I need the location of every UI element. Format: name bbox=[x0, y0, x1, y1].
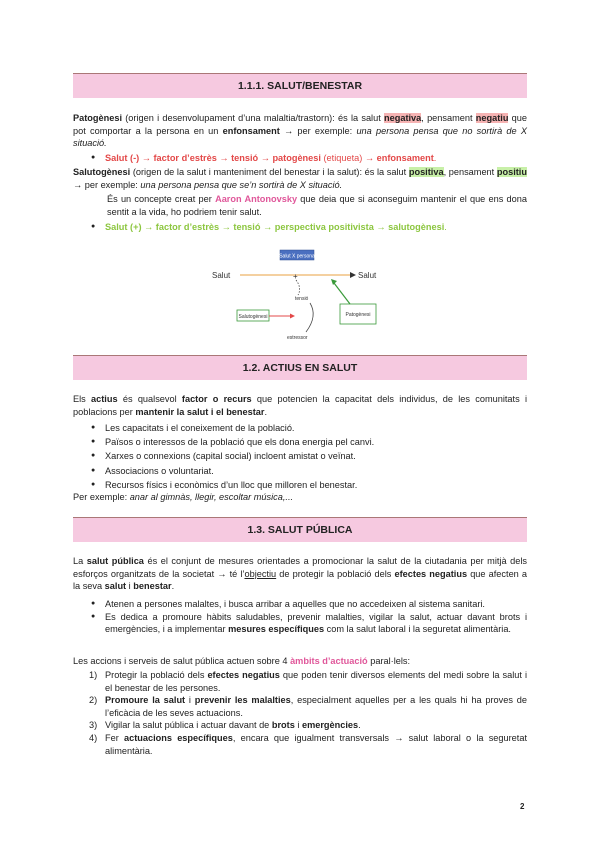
text: anar al gimnàs, llegir, escoltar música,... bbox=[129, 492, 294, 502]
text: , pensament bbox=[443, 167, 497, 177]
text: . bbox=[264, 406, 268, 417]
text: . bbox=[358, 720, 361, 731]
section-heading-salut-publica: 1.3. SALUT PÚBLICA bbox=[73, 517, 527, 542]
text: Per exemple: bbox=[73, 492, 130, 502]
text: salut bbox=[104, 581, 127, 592]
tension-label: tensió bbox=[295, 296, 309, 302]
salutogenesi-bullets bbox=[87, 221, 527, 234]
example: una persona pensa que se’n sortirà de X situació. bbox=[140, 179, 343, 190]
num: 2) bbox=[89, 695, 98, 706]
list-item bbox=[87, 611, 527, 636]
text: Les accions i serveis de salut pública actuen sobre 4 bbox=[73, 656, 291, 666]
patogenesi-bullets bbox=[87, 152, 527, 165]
text: que afecten a la seva bbox=[73, 568, 528, 592]
text: Protegir la població dels bbox=[105, 670, 208, 680]
example: una persona pensa que no sortirà de X situació. bbox=[73, 125, 527, 149]
text: (origen i desenvolupament d’una malaltia/trastorn): és la salut bbox=[122, 113, 384, 123]
text: de protegir la població dels bbox=[276, 568, 395, 579]
text: és qualsevol bbox=[117, 394, 182, 404]
diagram-svg bbox=[210, 248, 390, 343]
list-item: ● Xarxes o connexions (capital social) incloent amistat o veïnat. bbox=[87, 449, 527, 463]
list-item bbox=[87, 732, 527, 757]
text: Vigilar la salut pública i actuar davant de bbox=[105, 720, 272, 731]
text: com la salut laboral i la seguretat alimentària. bbox=[324, 624, 511, 635]
text: factor o recurs bbox=[181, 394, 252, 404]
text: , pensament bbox=[421, 113, 476, 123]
salutogenesi-term: Salutogènesi bbox=[73, 167, 131, 177]
text: → per exemple: bbox=[279, 125, 357, 136]
green-arrow bbox=[334, 283, 350, 304]
highlight-negativa: negativa bbox=[384, 113, 422, 123]
num: 3) bbox=[89, 720, 98, 731]
salut-publica-paragraph bbox=[73, 555, 527, 593]
green-arrow-head bbox=[331, 279, 337, 285]
text: Salut (-) → factor d’estrès → tensió → patogènesi bbox=[105, 153, 324, 163]
text: → enfonsament bbox=[362, 153, 434, 163]
list-item bbox=[87, 152, 527, 165]
text: mesures específiques bbox=[228, 624, 325, 635]
text: actuacions específiques bbox=[124, 732, 233, 743]
text: paral·lels: bbox=[367, 656, 411, 666]
bottom-curve bbox=[306, 303, 313, 332]
text: . bbox=[444, 222, 447, 232]
patogenesi-box-label: Patogènesi bbox=[345, 312, 371, 318]
text: , encara que igualment transversals → salut laboral o la seguretat alimentària. bbox=[105, 732, 528, 756]
ambits-list bbox=[87, 669, 527, 757]
text: (origen de la salut i manteniment del benestar i la salut): és la salut bbox=[130, 167, 409, 177]
actius-list bbox=[87, 421, 527, 492]
text: brots bbox=[271, 720, 295, 731]
text: Promoure la salut bbox=[105, 695, 186, 706]
text: La bbox=[73, 556, 87, 566]
text: → per exemple: bbox=[73, 179, 141, 190]
list-item: ● Associacions o voluntariat. bbox=[87, 464, 527, 478]
list-item: ● Atenen a persones malaltes, i busca arribar a aquelles que no accedeixen al sistema sanitari. bbox=[87, 598, 527, 611]
right-salut-label: Salut bbox=[358, 271, 377, 280]
text: actius bbox=[91, 394, 118, 404]
text: (etiqueta) bbox=[323, 153, 363, 163]
text: És un concepte creat per bbox=[107, 194, 216, 204]
text: efectes negatius bbox=[394, 568, 468, 579]
text: Es dedica a promoure hàbits saludables, prevenir malalties, vigilar la salut, actuar davant brots i emergències, i a implementar bbox=[105, 611, 527, 635]
left-salut-label: Salut bbox=[212, 271, 231, 280]
text: efectes negatius bbox=[207, 670, 280, 680]
text: Salut (+) → factor d’estrès → tensió → perspectiva positivista → salutogènesi bbox=[105, 222, 445, 232]
text: salut pública bbox=[86, 556, 144, 566]
enfonsament: enfonsament bbox=[222, 125, 280, 136]
actius-example bbox=[73, 491, 527, 504]
list-item bbox=[87, 669, 527, 694]
text: emergències bbox=[301, 720, 359, 731]
text: àmbits d’actuació bbox=[290, 656, 368, 666]
list-item bbox=[87, 719, 527, 732]
red-arrow-head bbox=[290, 314, 295, 319]
dashed-curve bbox=[296, 280, 300, 295]
salut-publica-bullets bbox=[87, 598, 527, 636]
text: Fer bbox=[105, 732, 124, 743]
text: prevenir les malalties bbox=[194, 695, 291, 706]
page-number: 2 bbox=[520, 802, 525, 811]
salut-diagram bbox=[210, 248, 390, 343]
text: és el conjunt de mesures orientades a promocionar la salut de la ciutadania per mitjà dels esforços organitzats de la societat → té l’ bbox=[73, 556, 527, 579]
text: que pot comportar a la persona en un bbox=[73, 113, 527, 136]
text: . bbox=[433, 153, 437, 163]
text: benestar bbox=[133, 581, 172, 592]
top-box-label: Salut X persona bbox=[279, 253, 315, 260]
section-heading-salut-benestar: 1.1.1. SALUT/BENESTAR bbox=[73, 73, 527, 98]
section-heading-actius: 1.2. ACTIUS EN SALUT bbox=[73, 355, 527, 380]
list-item: ● Països o interessos de la població que els dona energia pel canvi. bbox=[87, 435, 527, 449]
num: 1) bbox=[89, 670, 98, 680]
text: Els bbox=[73, 394, 92, 404]
text: que poden tenir diversos elements del medi sobre la salut i el benestar de les persones. bbox=[105, 670, 527, 693]
text: i bbox=[126, 581, 134, 592]
list-item bbox=[87, 694, 527, 719]
list-item: ● Recursos físics i econòmics d’un lloc que milloren el benestar. bbox=[87, 478, 527, 492]
ambits-intro bbox=[73, 655, 527, 668]
list-item: ● Les capacitats i el coneixement de la població. bbox=[87, 421, 527, 435]
text: mantenir la salut i el benestar bbox=[135, 406, 265, 417]
patogenesi-term: Patogènesi bbox=[73, 113, 123, 123]
text: i bbox=[185, 695, 195, 706]
text: que potencien la capacitat dels individus, de les comunitats i poblacions per bbox=[73, 394, 527, 417]
num: 4) bbox=[89, 732, 98, 743]
salutogenesi-paragraph bbox=[73, 166, 527, 191]
text: que deia que si aconseguim mantenir el que ens dona sentit a la vida, ho podriem tenir salut. bbox=[107, 194, 527, 217]
text: , especialment aquelles per a les quals hi ha proves de l’eficàcia de les seves actuacions. bbox=[105, 695, 527, 718]
actius-paragraph bbox=[73, 393, 527, 418]
patogenesi-paragraph bbox=[73, 112, 527, 150]
text: . bbox=[171, 581, 175, 592]
salutogenesi-box-label: Salutogènesi bbox=[238, 314, 268, 320]
arrow-head-right bbox=[350, 272, 356, 278]
highlight-negatiu: negatiu bbox=[475, 113, 509, 123]
author-name: Aaron Antonovsky bbox=[215, 194, 298, 204]
text: i bbox=[294, 720, 302, 731]
highlight-positiva: positiva bbox=[408, 167, 444, 177]
center-marker: + bbox=[293, 272, 298, 281]
list-item bbox=[87, 221, 527, 234]
highlight-positiu: positiu bbox=[496, 167, 527, 177]
stressor-label: estressor bbox=[287, 335, 308, 341]
text: objectiu bbox=[244, 568, 277, 579]
antonovsky-paragraph bbox=[107, 193, 527, 218]
